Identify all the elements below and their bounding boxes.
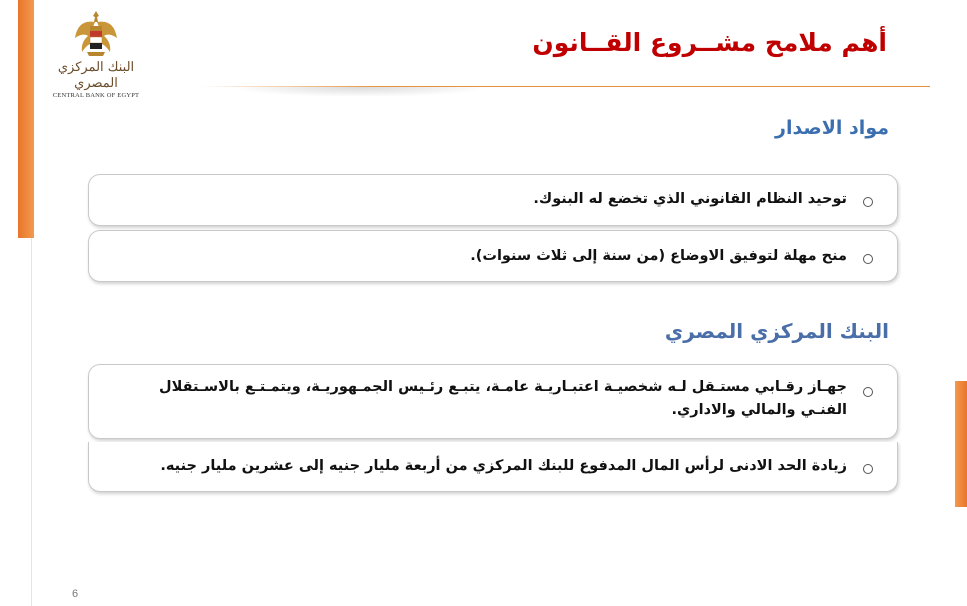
list-item-text: منح مهلة لتوفيق الاوضاع (من سنة إلى ثلاث سنوات). xyxy=(470,248,847,264)
bullet-circle-icon xyxy=(863,464,873,474)
page-number: 6 xyxy=(72,588,79,600)
bullet-circle-icon xyxy=(863,387,873,397)
list-item xyxy=(88,230,898,282)
right-accent-bar xyxy=(955,381,967,507)
list-item xyxy=(88,442,898,492)
list-item xyxy=(88,174,898,226)
logo-arabic-name: البنك المركزي المصري xyxy=(57,60,135,91)
list-item xyxy=(88,364,898,439)
logo-english-name: CENTRAL BANK OF EGYPT xyxy=(52,92,140,99)
central-bank-logo xyxy=(46,8,146,98)
bullet-circle-icon xyxy=(863,197,873,207)
bullet-circle-icon xyxy=(863,254,873,264)
page-title: أهم ملامح مشــروع القــانون xyxy=(532,28,887,57)
title-shadow xyxy=(230,87,490,97)
section-heading-central-bank: البنك المركزي المصري xyxy=(664,319,889,343)
list-item-text: زيادة الحد الادنى لرأس المال المدفوع للبنك المركزي من أربعة مليار جنيه إلى عشرين مليار جنيه. xyxy=(160,458,847,474)
list-item-text: توحيد النظام القانوني الذي تخضع له البنوك. xyxy=(533,191,847,207)
left-accent-bar xyxy=(18,0,34,238)
eagle-emblem-icon xyxy=(73,8,119,60)
section-heading-issuance: مواد الاصدار xyxy=(775,117,889,139)
list-item-text: جهـاز رقـابي مستـقل لـه شخصيـة اعتبـاريـة عامـة، يتبـع رئـيس الجمـهوريـة، ويتمـتـع بالاسـتقلال الفنـي والمالي والاداري. xyxy=(159,379,847,418)
left-divider-line xyxy=(31,238,32,606)
